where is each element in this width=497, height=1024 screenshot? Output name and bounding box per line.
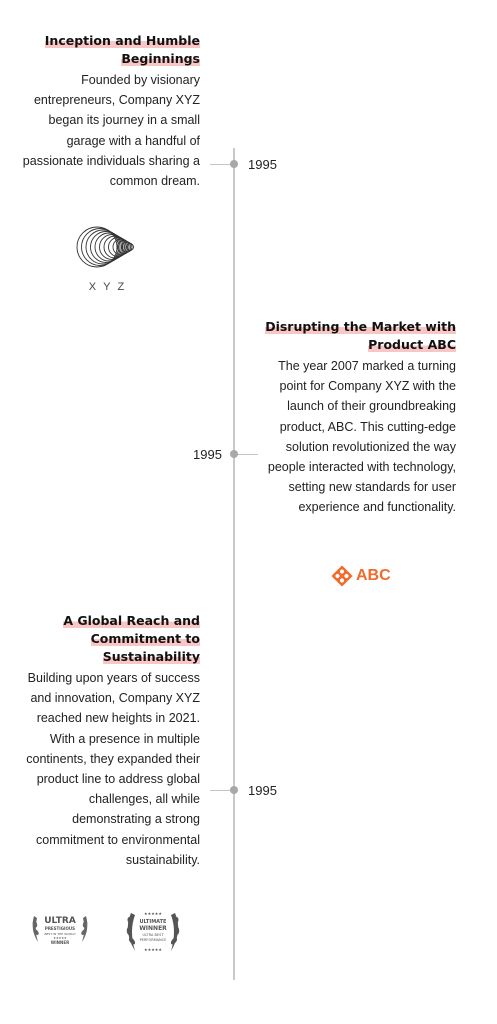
award1-line3: BEST IN THE WORLD <box>44 932 76 936</box>
award2-line3: ULTRA BEST <box>142 933 164 937</box>
timeline-event-2 <box>262 318 456 518</box>
abc-diamond-icon <box>331 565 353 587</box>
award2-line1: ULTIMATE <box>139 919 167 925</box>
abc-logo-text: ABC <box>356 567 391 584</box>
award2-line2: WINNER <box>139 925 167 932</box>
event-year: 1995 <box>248 157 277 172</box>
xyz-logo-text: XYZ <box>88 281 132 293</box>
event-description: Building upon years of success and innovation, Company XYZ reached new heights in 2021. With a presence in multiple continents, they expanded their product line to address global challenges, all while demonstrating a strong commitment to environmental sustainability. <box>26 671 200 867</box>
award1-line1: ULTRA <box>44 916 76 926</box>
timeline-event-3 <box>20 612 200 870</box>
event-description: The year 2007 marked a turning point for Company XYZ with the launch of their groundbreaking product, ABC. This cutting-edge solution revolutionized the way people interacted with technology, setting new standards for user experience and functionality. <box>267 359 456 515</box>
award1-line2: PRESTIGIOUS <box>44 926 76 931</box>
timeline-line <box>233 148 235 980</box>
svg-text:★★★★★: ★★★★★ <box>53 936 67 940</box>
abc-logo <box>331 565 391 587</box>
timeline-dot <box>230 786 238 794</box>
event-year: 1995 <box>193 447 222 462</box>
event-description: Founded by visionary entrepreneurs, Company XYZ began its journey in a small garage with a handful of passionate individuals sharing a common dream. <box>22 73 200 189</box>
award-badge-ultimate-winner <box>121 905 185 964</box>
timeline-dot <box>230 160 238 168</box>
timeline-dot <box>230 450 238 458</box>
award1-line4: WINNER <box>50 940 70 945</box>
svg-text:★★★★★: ★★★★★ <box>144 947 162 952</box>
event-heading: A Global Reach and Commitment to Sustainability <box>63 613 200 664</box>
award-badge-ultra-prestigious <box>28 910 92 955</box>
xyz-circles-icon <box>72 222 142 272</box>
award2-line4: PERFORMANCE <box>139 938 167 942</box>
svg-text:★★★★★: ★★★★★ <box>144 911 162 916</box>
event-heading: Inception and Humble Beginnings <box>44 33 200 66</box>
event-year: 1995 <box>248 783 277 798</box>
xyz-logo <box>72 222 142 293</box>
timeline-event-1 <box>20 32 200 191</box>
event-heading: Disrupting the Market with Product ABC <box>265 319 456 352</box>
